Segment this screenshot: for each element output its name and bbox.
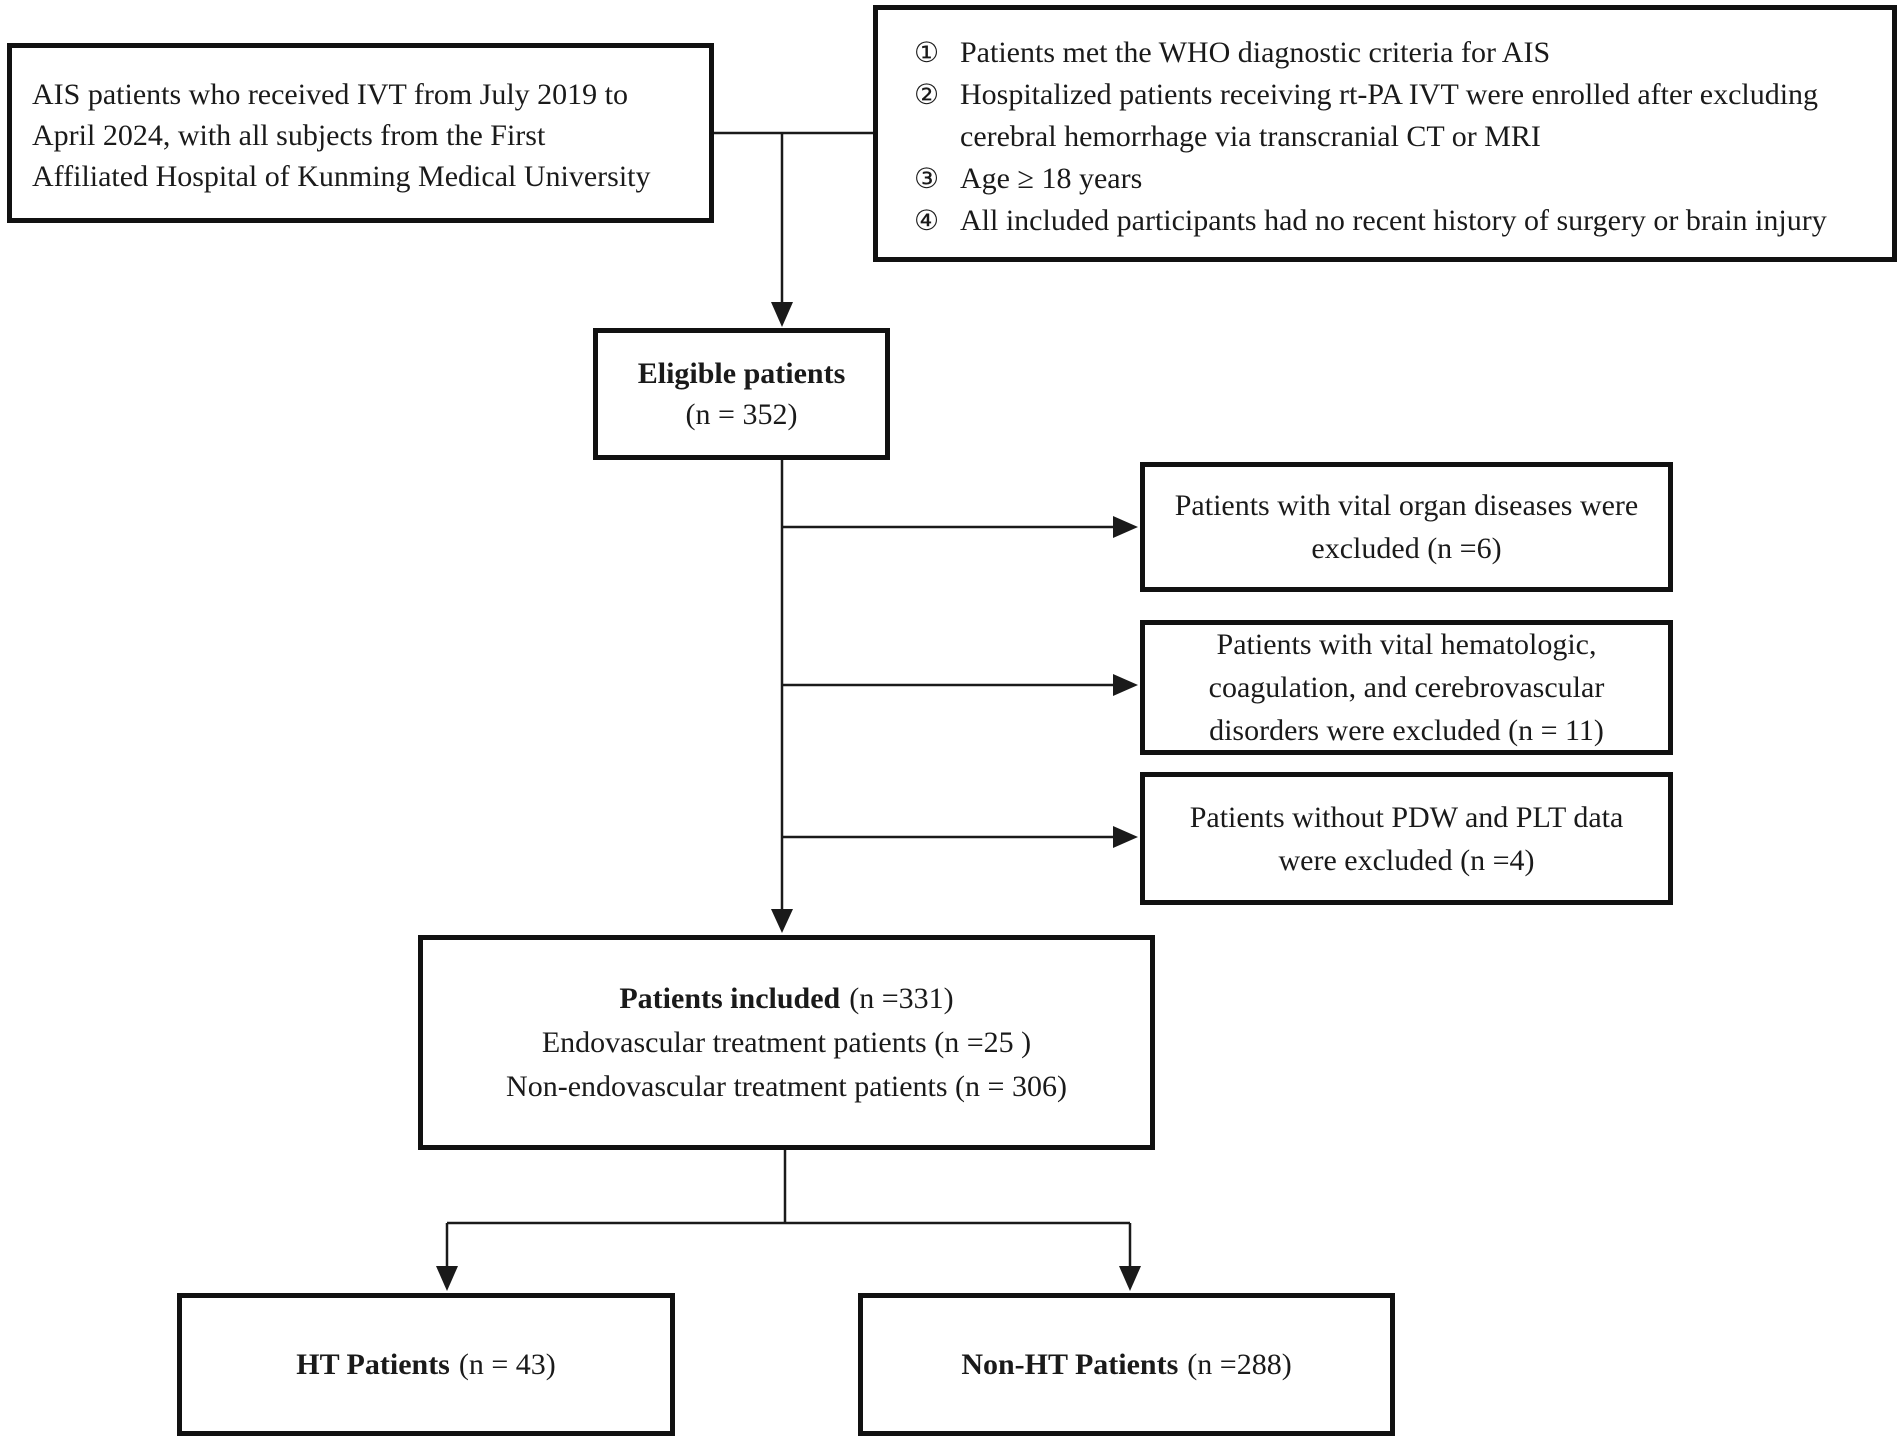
criteria-item-4	[914, 200, 1876, 242]
exclusion-line: excluded (n =6)	[1311, 532, 1502, 565]
circled-number-3: ③	[914, 162, 940, 195]
exclusion-line: disorders were excluded (n = 11)	[1209, 714, 1604, 747]
criteria-text: Age ≥ 18 years	[960, 162, 1143, 195]
ht-title: HT Patients	[296, 1348, 450, 1381]
exclusion-line: Patients with vital hematologic,	[1216, 628, 1597, 661]
included-title: Patients included	[619, 981, 841, 1015]
criteria-text: All included participants had no recent history of surgery or brain injury	[960, 204, 1827, 237]
nonht-title: Non-HT Patients	[961, 1348, 1179, 1381]
criteria-line: cerebral hemorrhage via transcranial CT or MRI	[960, 120, 1541, 153]
exclusion-line: Patients with vital organ diseases were	[1174, 489, 1639, 522]
circled-number-2: ②	[914, 78, 940, 111]
nonht-title-line	[961, 1344, 1291, 1385]
source-line: April 2024, with all subjects from the First	[32, 119, 546, 152]
ht-patients-box	[177, 1293, 675, 1436]
exclusion-box-organ-disease	[1140, 462, 1673, 592]
criteria-text: Patients met the WHO diagnostic criteria for AIS	[960, 36, 1551, 69]
criteria-item-1	[914, 32, 1876, 74]
inclusion-criteria-box	[873, 5, 1897, 262]
circled-number-1: ①	[914, 36, 940, 69]
source-population-box	[7, 43, 714, 223]
eligible-count: (n = 352)	[685, 398, 798, 431]
arrowhead-exclusion-2	[1113, 674, 1138, 696]
eligible-title: Eligible patients	[637, 357, 846, 390]
exclusion-line: were excluded (n =4)	[1278, 843, 1535, 877]
criteria-text	[960, 74, 1876, 158]
included-count: (n =331)	[849, 981, 954, 1015]
arrowhead-exclusion-3	[1113, 826, 1138, 848]
arrowhead-included	[771, 909, 793, 933]
exclusion-box-hematologic	[1140, 620, 1673, 755]
arrowhead-ht	[436, 1266, 458, 1291]
eligible-patients-box	[593, 328, 890, 460]
non-ht-patients-box	[858, 1293, 1395, 1436]
included-title-line	[619, 977, 953, 1021]
arrowhead-nonht	[1119, 1266, 1141, 1291]
exclusion-line: coagulation, and cerebrovascular	[1208, 671, 1605, 704]
ht-title-line	[296, 1344, 556, 1385]
exclusion-line: Patients without PDW and PLT data	[1189, 800, 1624, 834]
criteria-item-2	[914, 74, 1876, 158]
included-line: Non-endovascular treatment patients (n = 306)	[506, 1069, 1067, 1103]
circled-number-4: ④	[914, 204, 940, 237]
ht-count: (n = 43)	[458, 1348, 556, 1381]
source-line: AIS patients who received IVT from July 2019 to	[32, 78, 629, 111]
criteria-item-3	[914, 158, 1876, 200]
patients-included-box	[418, 935, 1155, 1150]
arrowhead-eligible	[771, 302, 793, 327]
source-line: Affiliated Hospital of Kunming Medical University	[32, 160, 651, 193]
arrowhead-exclusion-1	[1113, 516, 1138, 538]
exclusion-box-missing-data	[1140, 772, 1673, 905]
criteria-line: Hospitalized patients receiving rt-PA IVT were enrolled after excluding	[960, 78, 1819, 111]
included-line: Endovascular treatment patients (n =25 )	[541, 1025, 1032, 1059]
nonht-count: (n =288)	[1187, 1348, 1292, 1381]
